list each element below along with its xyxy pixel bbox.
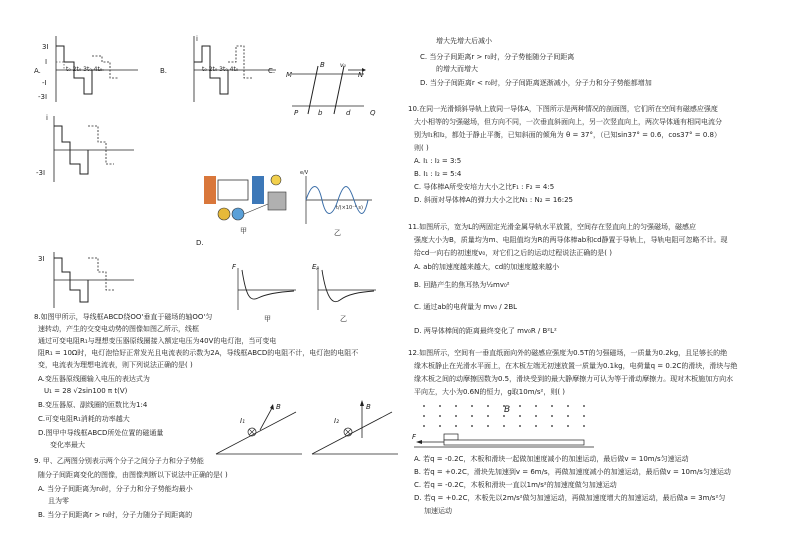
- field-dot: [471, 425, 473, 427]
- field-dot: [455, 405, 457, 407]
- rail-p: P: [294, 109, 299, 117]
- q8-line2: 速转动，产生的交变电动势的图像如图乙所示，线框: [38, 325, 199, 333]
- graph-a-ticks: t₀ 2t₀ 3t₀ 4t₀: [66, 66, 103, 73]
- field-dot: [455, 415, 457, 417]
- field-dot: [551, 425, 553, 427]
- field-dot: [423, 405, 425, 407]
- q10-line3: 别为I₁和I₂，都处于静止平衡，已知斜面的倾角为 θ = 37°，（已知sin37° = 0.6，cos37° = 0.8）: [414, 131, 721, 139]
- q12-line3: 缘木板之间的动摩擦因数为0.5，滑块受到的最大静摩擦力可认为等于滑动摩擦力。现对木板施加方向水: [414, 375, 734, 383]
- q12-fig-b: B: [504, 405, 511, 415]
- field-dot: [519, 415, 521, 417]
- field-dot: [535, 415, 537, 417]
- q10-line2: 大小相等的匀强磁场，但方向不同，一次垂直斜面向上，另一次竖直向上，两次导体通有相同电流分: [414, 118, 722, 126]
- graph-option-row3: [34, 250, 144, 310]
- graph-a-neg-3i: -3I: [38, 93, 48, 101]
- option-b-label: B.: [160, 67, 168, 75]
- q8-option-d-cont: 变化率最大: [50, 441, 85, 449]
- q9-cont-line0: 增大先增大后减小: [436, 37, 492, 45]
- field-dot: [567, 415, 569, 417]
- field-dot: [567, 405, 569, 407]
- force-graph-jia: [228, 266, 298, 314]
- field-dot: [535, 425, 537, 427]
- q12-option-b: B. 若q = +0.2C，滑块先加速到v = 6m/s，再做加速度减小的加速运动，最后做v = 10m/s匀速运动: [414, 468, 731, 476]
- field-dot: [487, 425, 489, 427]
- q9-option-c: C. 当分子间距离r > r₀时，分子势能随分子间距离: [420, 53, 575, 61]
- graph-a-i: I: [45, 58, 48, 66]
- graph-b-ticks: t₀ 2t₀ 3t₀ 4t₀: [202, 66, 239, 73]
- force-graph-caption: 甲: [264, 315, 271, 323]
- graph-b-i-axis: i: [196, 35, 198, 43]
- field-dot: [583, 415, 585, 417]
- incline-b1: B: [276, 403, 281, 411]
- q12-option-a: A. 若q = -0.2C，木板和滑块一起做加速度减小的加速运动，最后做v = 10m/s匀速运动: [414, 455, 689, 463]
- q11-line3: 给cd一向右的初速度v₀，对它们之后的运动过程说法正确的是( ): [414, 249, 612, 257]
- field-dot: [503, 425, 505, 427]
- option-a-label: A.: [34, 67, 41, 75]
- field-dot: [487, 415, 489, 417]
- gen-caption-jia: 甲: [240, 227, 247, 235]
- field-dot: [455, 425, 457, 427]
- q9-line1: 9. 甲、乙两图分别表示两个分子之间分子力和分子势能: [34, 457, 204, 465]
- field-dot: [583, 425, 585, 427]
- q11-line2: 强度大小为B，质量均为m、电阻值均为R的两导体棒ab和cd静置于导轨上，导轨电阻可忽略不计。现: [414, 236, 728, 244]
- q12-option-d: D. 若q = +0.2C，木板先以2m/s²做匀加速运动，再做加速度增大的加速运动，最后做a = 3m/s²匀: [414, 494, 726, 502]
- emf-xlabel: t/(×10⁻² s): [336, 205, 363, 211]
- q11-option-d: D. 两导体棒间的距离最终变化了 mv₀R / B²L²: [414, 327, 557, 335]
- rail-d: d: [346, 109, 351, 117]
- graph-row2-i: i: [46, 114, 48, 122]
- q12-option-c: C. 若q = -0.2C，木板和滑块一直以1m/s²的加速度做匀加速运动: [414, 481, 617, 489]
- q8-option-a: A.变压器原线圈输入电压的表达式为: [38, 375, 150, 383]
- incline-i1: I₁: [240, 417, 245, 425]
- q10-option-a: A. I₁ : I₂ = 3:5: [414, 157, 462, 165]
- q12-line1: 12.如图所示，空间有一垂直纸面向外的磁感应强度为0.5T的匀强磁场，一质量为0.2kg，且足够长的绝: [408, 349, 728, 357]
- q8-line5: 变，电流表为理想电流表，则下列说法正确的是( ): [38, 361, 193, 369]
- field-dot: [439, 425, 441, 427]
- field-dot: [471, 405, 473, 407]
- field-dot: [567, 425, 569, 427]
- incline-figures: [212, 398, 402, 458]
- q8-line4: 阻R₁ = 10Ω时，电灯泡恰好正常发光且电流表的示数为2A，导线框ABCD的电阻不计，电灯泡的电阻不: [38, 349, 359, 357]
- force-graph-f: F: [232, 263, 237, 271]
- potential-graph-ep: Eₚ: [312, 263, 320, 271]
- q8-option-a-formula: U₁ = 28 √2sin100 π t(V): [44, 387, 128, 395]
- potential-graph-yi: [308, 266, 378, 314]
- rail-b-low: b: [318, 109, 323, 117]
- emf-sine-graph: [296, 172, 376, 230]
- incline-i2: I₂: [334, 417, 339, 425]
- q9-option-c-cont: 的增大而增大: [436, 65, 478, 73]
- field-dot: [519, 425, 521, 427]
- q10-option-b: B. I₁ : I₂ = 5:4: [414, 170, 462, 178]
- graph-option-row2: [34, 114, 144, 184]
- field-dot: [519, 405, 521, 407]
- graph-row3-3i: 3I: [38, 255, 45, 263]
- rail-v0: v₀: [340, 62, 346, 69]
- q9-line2: 随分子间距离变化的图像，由图像判断以下说法中正确的是( ): [38, 471, 228, 479]
- q10-option-c: C. 导体棒A所受安培力大小之比F₁ : F₂ = 4:5: [414, 183, 555, 191]
- q8-option-c: C.可变电阻R₁消耗的功率越大: [38, 415, 130, 423]
- q12-option-d-cont: 加速运动: [424, 507, 452, 515]
- field-dot: [583, 405, 585, 407]
- option-d-label: D.: [196, 239, 204, 247]
- emf-ylabel: e/V: [300, 170, 309, 176]
- potential-graph-caption: 乙: [340, 315, 347, 323]
- field-dot: [551, 405, 553, 407]
- rail-n: N: [358, 71, 364, 79]
- field-dot: [423, 415, 425, 417]
- q11-option-a: A. ab的加速度越来越大，cd的加速度越来越小: [414, 263, 560, 271]
- q9-option-a: A. 当分子间距离为r₀时，分子力和分子势能均最小: [38, 485, 193, 493]
- q8-line1: 8.如图甲所示，导线框ABCD绕OO'垂直于磁场的轴OO'匀: [34, 313, 213, 321]
- generator-figure: [196, 168, 296, 228]
- field-dot: [551, 415, 553, 417]
- field-dot: [423, 425, 425, 427]
- field-dot: [471, 415, 473, 417]
- q10-line4: 则( ): [414, 144, 429, 152]
- rail-q: Q: [370, 109, 376, 117]
- q12-line2: 缘木板静止在光滑水平面上，在木板左端无初速放置一质量为0.1kg，电荷量q = 0.2C的滑块，滑块与绝: [414, 362, 738, 370]
- q8-option-d: D.图甲中导线框ABCD所处位置的磁通量: [38, 429, 164, 437]
- field-dot: [535, 405, 537, 407]
- field-dot: [439, 405, 441, 407]
- emf-caption-yi: 乙: [334, 229, 341, 237]
- q10-option-d: D. 斜面对导体棒A的弹力大小之比N₁ : N₂ = 16:25: [414, 196, 574, 204]
- q9-option-d: D. 当分子间距离r < r₀时，分子间距离逐渐减小，分子力和分子势能都增加: [420, 79, 652, 87]
- q9-option-b: B. 当分子间距离r > r₀时，分子力随分子间距离的: [38, 511, 193, 519]
- field-dot: [439, 415, 441, 417]
- q8-option-b: B.变压器原、副线圈的匝数比为1:4: [38, 401, 148, 409]
- q10-line1: 10.在同一光滑倾斜导轨上放同一导体A，下图所示是两种情况的剖面图，它们所在空间有磁感应强度: [408, 105, 718, 113]
- graph-a-neg-i: -I: [42, 79, 47, 87]
- q11-line1: 11.如图所示，宽为L的两固定光滑金属导轨水平放置，空间存在竖直向上的匀强磁场，磁感应: [408, 223, 697, 231]
- q11-option-c: C. 通过ab的电荷量为 mv₀ / 2BL: [414, 303, 518, 311]
- option-c-label: C.: [268, 67, 276, 75]
- q9-option-a-cont: 且为零: [48, 497, 69, 505]
- q12-line4: 平向左，大小为0.6N的恒力，g取10m/s²，则( ): [414, 388, 566, 396]
- q11-option-b: B. 回路产生的焦耳热为½mv₀²: [414, 281, 510, 289]
- rail-m: M: [286, 71, 293, 79]
- rail-b: B: [320, 61, 325, 69]
- q8-line3: 通过可变电阻R₁与理想变压器原线圈接入额定电压为40V的电灯泡，当可变电: [38, 337, 277, 345]
- graph-a-3i: 3I: [42, 43, 49, 51]
- q12-fig-f: F: [412, 433, 417, 441]
- graph-row2-neg3i: -3I: [36, 169, 46, 177]
- incline-b2: B: [366, 403, 371, 411]
- field-dot: [487, 405, 489, 407]
